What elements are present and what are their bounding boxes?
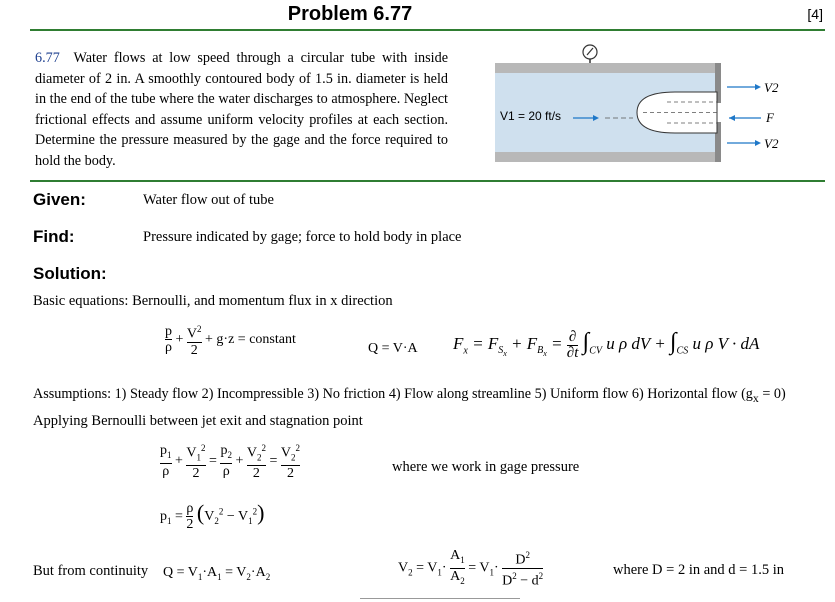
assumptions-text [33,386,786,406]
assumptions-end: = 0) [758,386,786,402]
diameters-note: where D = 2 in and d = 1.5 in [613,562,784,578]
force-label: F [766,110,774,125]
basic-equations-text: Basic equations: Bernoulli, and momentum flux in x direction [33,293,393,309]
gage-pressure-note: where we work in gage pressure [392,459,580,475]
solution-label: Solution: [33,264,107,283]
bernoulli-applied-equation: $\frac{p_1}{\rho}$ + $\frac{V_1^2}{2}$ = $\frac{p_2}{\rho}$ + $\frac{V_2^2}{2}$ = $\frac{V_2^2}{2}$ [160,443,300,482]
pressure-solution-equation: $p_1$ = $\frac{\rho}{2}$ $(V_2^2 - V_1^2)$ [160,500,265,533]
applying-bernoulli-text: Applying Bernoulli between jet exit and stagnation point [33,413,363,429]
middle-divider [30,180,825,182]
contoured-body [637,92,717,133]
top-divider [30,29,825,31]
assumptions-subscript: x [752,390,759,405]
lower-tube-wall [495,152,717,162]
upper-tube-wall [495,63,717,73]
assumptions-main: Assumptions: 1) Steady flow 2) Incompressible 3) No friction 4) Flow along streamline 5) Uniform flow 6) Horizontal flow (g [33,386,753,402]
page-title: Problem 6.77 [287,3,413,25]
given-text: Water flow out of tube [143,192,274,208]
problem-statement [35,48,448,171]
given-label: Given: [33,190,86,209]
v2-bottom-label: V2 [764,136,779,151]
page-reference: [4] [807,6,823,22]
find-text: Pressure indicated by gage; force to hold body in place [143,229,462,245]
find-label: Find: [33,227,75,246]
continuity-flow-equation: $Q = V_1\cdot A_1 = V_2\cdot A_2$ [163,565,271,582]
v1-label: V1 = 20 ft/s [500,109,562,123]
bernoulli-constant-text: + g·z = constant [205,332,296,348]
bernoulli-equation: $\frac{p}{\rho}$ + $\frac{V^2}{2}$ + g·z = constant [165,324,296,358]
momentum-equation: $F_x = F_{S_x} + F_{B_x}$ = $\frac{\partial}{\partial t}$ $\int_{CV}$ u ρ dV + $\int_{CS}$ u ρ V · dA [453,328,760,361]
continuity-equation: Q = V·A [368,341,418,356]
continuity-intro-text: But from continuity [33,563,149,579]
bottom-rule [360,598,520,599]
v2-equation: $V_2 = V_1\cdot$ $\frac{A_1}{A_2}$ = $V_1\cdot$ $\frac{D^2}{D^2 - d^2}$ [398,548,544,589]
problem-text: Water flows at low speed through a circular tube with inside diameter of 2 in. A smoothly contoured body of 1.5 in. diameter is held in the end of the tube where the water discharges to atmosphere. Neglect frictional effects and assume uniform velocity profiles at each section. Determine the pressure measured by the gage and the force required to hold the body. [35,50,448,169]
problem-number: 6.77 [35,50,60,66]
v2-top-label: V2 [764,80,779,95]
